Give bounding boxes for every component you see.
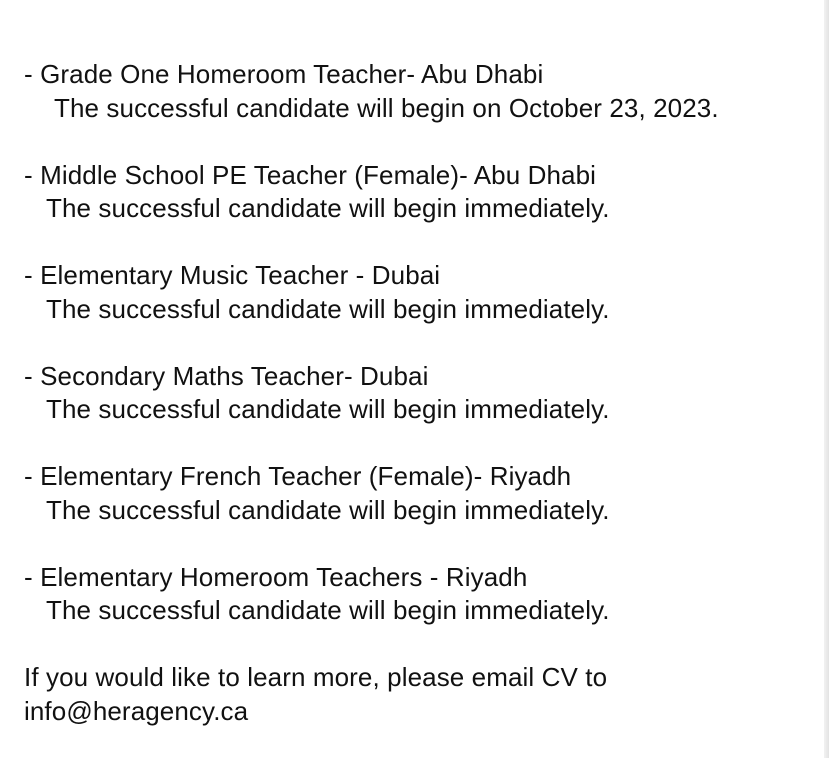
job-start-note: The successful candidate will begin immediately.: [46, 193, 610, 223]
job-item: [24, 58, 814, 125]
job-start-note: The successful candidate will begin immediately.: [46, 494, 610, 525]
job-start-note: The successful candidate will begin immediately.: [46, 595, 610, 625]
job-start-note: The successful candidate will begin immediately.: [46, 394, 610, 424]
job-start-note: The successful candidate will begin immediately.: [46, 293, 610, 324]
job-title: - Elementary French Teacher (Female)- Riyadh: [24, 461, 572, 491]
job-listing-post: [24, 58, 814, 728]
job-title: - Middle School PE Teacher (Female)- Abu Dhabi: [24, 159, 597, 190]
job-title: - Grade One Homeroom Teacher- Abu Dhabi: [24, 59, 544, 89]
contact-info: [24, 661, 814, 728]
job-item: [24, 259, 814, 326]
job-start-note: The successful candidate will begin on October 23, 2023.: [54, 92, 719, 123]
contact-email-link[interactable]: info@heragency.ca: [24, 695, 249, 726]
job-item: [24, 460, 814, 527]
job-title: - Elementary Homeroom Teachers - Riyadh: [24, 561, 528, 592]
job-item: [24, 561, 814, 628]
job-title: - Secondary Maths Teacher- Dubai: [24, 360, 429, 391]
window-edge: [824, 0, 829, 758]
contact-text: If you would like to learn more, please email CV to: [24, 662, 608, 692]
job-item: [24, 360, 814, 427]
job-item: [24, 159, 814, 226]
job-title: - Elementary Music Teacher - Dubai: [24, 260, 441, 290]
